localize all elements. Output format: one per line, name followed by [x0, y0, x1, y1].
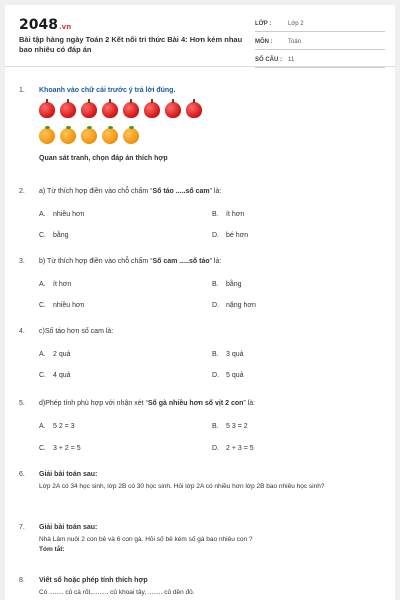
question-number: 7. [19, 524, 25, 531]
question-prompt: Quan sát tranh, chọn đáp án thích hợp [39, 155, 168, 162]
question-number: 4. [19, 328, 25, 335]
question-text-post: ” là: [209, 188, 222, 195]
apple-icon [81, 102, 97, 118]
option-text: 3 + 2 = 5 [53, 445, 81, 452]
option-text: nhiều hơn [53, 211, 85, 218]
question-highlight: Số táo .....số cam [152, 188, 210, 195]
question-heading: Viết số hoặc phép tính thích hợp [39, 577, 148, 584]
question-text [39, 400, 255, 407]
option-letter: D. [212, 372, 219, 379]
orange-icon [39, 128, 55, 144]
question-text: c)Số táo hơn số cam là: [39, 328, 114, 335]
option-a[interactable] [39, 423, 75, 430]
option-letter: B. [212, 211, 219, 218]
option-text: 2 + 3 = 5 [226, 445, 254, 452]
question-instruction: Khoanh vào chữ cái trước ý trả lời đúng. [39, 87, 176, 94]
option-d[interactable] [212, 302, 256, 309]
option-letter: D. [212, 232, 219, 239]
option-letter: A. [39, 281, 46, 288]
question-text-pre: d)Phép tính phù hợp với nhận xét “ [39, 400, 148, 407]
apple-icon [123, 102, 139, 118]
option-letter: C. [39, 302, 46, 309]
option-text: 5 2 = 3 [53, 423, 75, 430]
question-text-pre: b) Từ thích hợp điền vào chỗ chấm “ [39, 258, 153, 265]
page-title: Bài tập hàng ngày Toán 2 Kết nối tri thức Bài 4: Hơn kém nhau bao nhiêu có đáp án [19, 35, 243, 54]
apple-icon [39, 102, 55, 118]
apple-icon [144, 102, 160, 118]
option-c[interactable] [39, 302, 84, 309]
question-number: 8. [19, 577, 25, 584]
option-text: bé hơn [226, 232, 249, 239]
meta-key: LỚP : [255, 21, 272, 27]
option-d[interactable] [212, 445, 254, 452]
option-text: nặng hơn [226, 302, 256, 309]
question-text-post: ” là: [209, 258, 222, 265]
question-text-pre: a) Từ thích hợp điền vào chỗ chấm “ [39, 188, 153, 195]
meta-value: Toán [288, 39, 302, 45]
orange-icon [60, 128, 76, 144]
meta-row-subject [255, 35, 385, 50]
option-b[interactable] [212, 423, 248, 430]
apple-icon [165, 102, 181, 118]
logo-text: 2048 [19, 17, 58, 33]
option-b[interactable] [212, 211, 244, 218]
option-letter: A. [39, 351, 46, 358]
option-c[interactable] [39, 232, 69, 239]
option-text: 2 quả [53, 351, 71, 358]
option-letter: D. [212, 445, 219, 452]
option-letter: B. [212, 423, 219, 430]
worksheet [5, 5, 395, 600]
meta-key: SỐ CÂU : [255, 57, 282, 63]
orange-icon [81, 128, 97, 144]
option-b[interactable] [212, 351, 244, 358]
option-text: nhiều hơn [53, 302, 85, 309]
option-text: 5 3 = 2 [226, 423, 248, 430]
option-letter: B. [212, 351, 219, 358]
apple-icon [186, 102, 202, 118]
apple-icon [60, 102, 76, 118]
option-letter: A. [39, 211, 46, 218]
option-text: bằng [226, 281, 242, 288]
option-c[interactable] [39, 372, 71, 379]
meta-row-count [255, 53, 385, 68]
option-a[interactable] [39, 351, 71, 358]
meta-row-class [255, 17, 385, 32]
question-7-answer-label: Tóm tắt: [39, 546, 65, 553]
option-text: 5 quả [226, 372, 244, 379]
option-text: ít hơn [53, 281, 72, 288]
meta-value: Lớp 2 [288, 21, 304, 27]
logo[interactable] [19, 17, 71, 33]
option-a[interactable] [39, 211, 84, 218]
question-number: 6. [19, 471, 25, 478]
option-d[interactable] [212, 232, 248, 239]
orange-icon [123, 128, 139, 144]
option-text: 3 quả [226, 351, 244, 358]
option-d[interactable] [212, 372, 244, 379]
question-highlight: Số gà nhiều hơn số vịt 2 con [147, 400, 244, 407]
question-7-body: Nhà Lâm nuôi 2 con bê và 6 con gà. Hỏi số bê kém số gà bao nhiêu con ? [39, 536, 253, 543]
logo-suffix: .vn [58, 23, 72, 31]
question-text-post: ” là: [243, 400, 256, 407]
option-letter: A. [39, 423, 46, 430]
option-c[interactable] [39, 445, 81, 452]
apple-row [39, 102, 202, 118]
option-letter: C. [39, 445, 46, 452]
meta-value: 11 [288, 57, 295, 63]
question-heading: Giải bài toán sau: [39, 524, 98, 531]
apple-icon [102, 102, 118, 118]
question-6-body: Lớp 2A có 34 học sinh, lớp 2B có 30 học sinh. Hỏi lớp 2A có nhiều hơn lớp 2B bao nhiêu học sinh? [39, 483, 325, 490]
option-text: 4 quả [53, 372, 71, 379]
question-number: 2. [19, 188, 25, 195]
question-number: 1. [19, 87, 25, 94]
question-8-body: Có ........ củ cà rốt,......... củ khoai tây, ........ củ dền đỏ. [39, 589, 195, 596]
option-b[interactable] [212, 281, 242, 288]
option-letter: C. [39, 232, 46, 239]
orange-row [39, 128, 139, 144]
meta-info [255, 17, 385, 71]
meta-key: MÔN : [255, 39, 273, 45]
option-text: bằng [53, 232, 69, 239]
question-number: 5. [19, 400, 25, 407]
option-text: ít hơn [226, 211, 245, 218]
question-highlight: Số cam .....số táo [152, 258, 210, 265]
option-letter: D. [212, 302, 219, 309]
option-letter: B. [212, 281, 219, 288]
question-text [39, 188, 221, 195]
option-letter: C. [39, 372, 46, 379]
orange-icon [102, 128, 118, 144]
header [5, 5, 395, 67]
question-text [39, 258, 221, 265]
question-number: 3. [19, 258, 25, 265]
option-a[interactable] [39, 281, 71, 288]
question-heading: Giải bài toán sau: [39, 471, 98, 478]
